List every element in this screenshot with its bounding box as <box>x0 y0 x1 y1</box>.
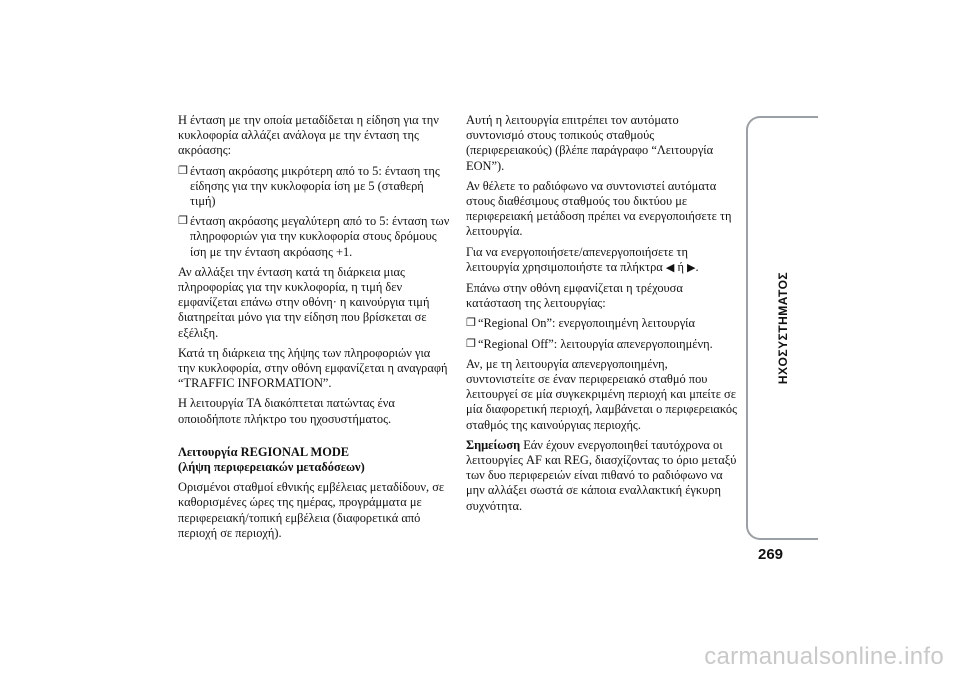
watermark: carmanualsonline.info <box>704 643 944 670</box>
or-text: ή <box>674 259 688 274</box>
checkbox-bullet-icon: ❐ <box>466 337 476 350</box>
right-arrow-button-icon: ▶ <box>687 261 696 274</box>
list-item <box>178 214 450 260</box>
section-heading-line2: (λήψη περιφερειακών μεταδόσεων) <box>178 460 365 475</box>
checkbox-bullet-icon: ❐ <box>178 164 188 177</box>
paragraph: Αν αλλάξει την ένταση κατά τη διάρκεια μιας πληροφορίας για την κυκλοφορία, η τιμή δεν εμφανίζεται επάνω στην οθόνη· η καινούργια τιμή διατηρείται μόνο για την είδηση που βρίσκεται σε εξέλιξη. <box>178 264 430 340</box>
left-arrow-button-icon: ◀ <box>665 261 675 274</box>
section-heading <box>178 445 450 475</box>
list-item-text: “Regional On”: ενεργοποιημένη λειτουργία <box>478 316 696 331</box>
list-item-text: “Regional Off”: λειτουργία απενεργοποιημένη. <box>478 336 713 351</box>
paragraph: Επάνω στην οθόνη εμφανίζεται η τρέχουσα κατάσταση της λειτουργίας: <box>466 281 683 311</box>
checkbox-bullet-icon: ❐ <box>466 317 476 330</box>
paragraph-end: . <box>695 259 699 274</box>
paragraph: Αν θέλετε το ραδιόφωνο να συντονιστεί αυτόματα στους διαθέσιμους σταθμούς του δικτύου με περιφερειακή μετάδοση πρέπει να ενεργοποιήσετε τη λειτουργία. <box>466 178 732 239</box>
list-item-text: ένταση ακρόασης μικρότερη από το 5: ένταση της είδησης για την κυκλοφορία ίση με 5 (σταθερή τιμή) <box>190 163 440 209</box>
paragraph-buttons <box>466 245 738 276</box>
section-heading-line1: Λειτουργία REGIONAL MODE <box>178 444 350 459</box>
paragraph: Η ένταση με την οποία μεταδίδεται η είδηση για την κυκλοφορία αλλάζει ανάλογα με την ένταση της ακρόασης: <box>178 113 439 158</box>
left-column <box>178 113 450 546</box>
paragraph: Αυτή η λειτουργία επιτρέπει τον αυτόματο συντονισμό στους τοπικούς σταθμούς (περιφερειακούς) (βλέπε παράγραφο “Λειτουργία EON”). <box>466 113 714 173</box>
note-text: Εάν έχουν ενεργοποιηθεί ταυτόχρονα οι λειτουργίες AF και REG, διασχίζοντας το όριο μεταξύ των δυο περιφερειών είναι πιθανό το ραδιόφωνο να μην αλλάξει σωστά σε κάποια εναλλακτική έγκυρη συχνότητα. <box>466 437 737 513</box>
page-number: 269 <box>758 546 784 563</box>
list-item <box>466 337 738 352</box>
list-item <box>466 316 738 331</box>
list-item-text: ένταση ακρόασης μεγαλύτερη από το 5: ένταση των πληροφοριών για την κυκλοφορία στους δρόμους ίση με την ένταση ακρόασης +1. <box>190 214 450 259</box>
note-paragraph <box>466 438 738 514</box>
right-column <box>466 113 738 519</box>
paragraph: Η λειτουργία TA διακόπτεται πατώντας ένα οποιοδήποτε πλήκτρο του ηχοσυστήματος. <box>178 396 395 426</box>
chapter-tab-label: ΗΧΟΣΥΣΤΗΜΑΤΟΣ <box>776 271 790 385</box>
paragraph: Κατά τη διάρκεια της λήψης των πληροφοριών για την κυκλοφορία, στην οθόνη εμφανίζεται η αναγραφή “TRAFFIC INFORMATION”. <box>178 345 448 391</box>
checkbox-bullet-icon: ❐ <box>178 215 188 228</box>
paragraph: Αν, με τη λειτουργία απενεργοποιημένη, συντονιστείτε σε έναν περιφερειακό σταθμό που λειτουργεί σε μία συγκεκριμένη περιοχή και μπείτε σε μία διαφορετική περιοχή, λαμβάνεται ο περιφερειακός σταθμός της καινούργιας περιοχής. <box>466 356 737 432</box>
paragraph-text: Για να ενεργοποιήσετε/απενεργοποιήσετε τη λειτουργία χρησιμοποιήστε τα πλήκτρα <box>466 244 688 274</box>
chapter-tab <box>746 116 818 540</box>
note-label: Σημείωση <box>466 437 521 452</box>
list-item <box>178 164 450 210</box>
paragraph: Ορισμένοι σταθμοί εθνικής εμβέλειας μεταδίδουν, σε καθορισμένες ώρες της ημέρας, προγράμματα με περιφερειακή/τοπική εμβέλεια (διαφορετικά από περιοχή σε περιοχή). <box>178 480 445 540</box>
